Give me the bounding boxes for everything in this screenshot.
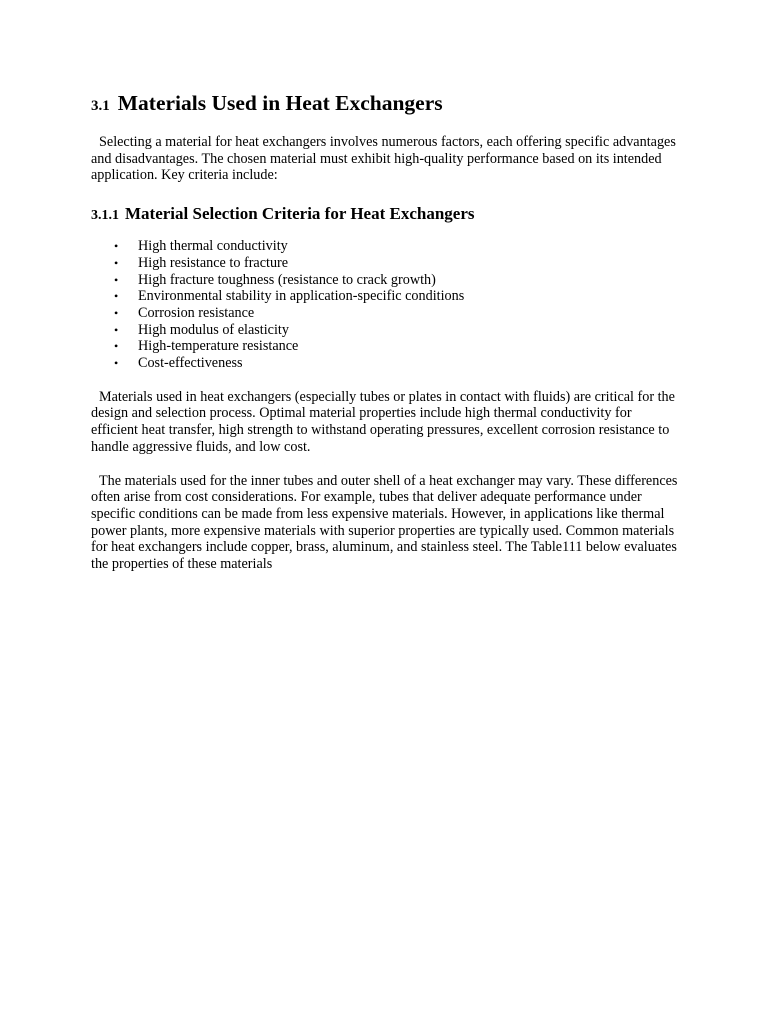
list-item bbox=[91, 322, 681, 339]
bullet-icon: • bbox=[114, 322, 119, 337]
list-item-text: Corrosion resistance bbox=[138, 304, 255, 321]
list-item bbox=[91, 305, 681, 322]
bullet-icon: • bbox=[114, 289, 119, 304]
list-item bbox=[91, 288, 681, 305]
section-title: Materials Used in Heat Exchangers bbox=[117, 91, 443, 115]
section-number: 3.1 bbox=[91, 98, 110, 114]
list-item-text: High fracture toughness (resistance to crack growth) bbox=[138, 271, 436, 288]
list-item bbox=[91, 255, 681, 272]
intro-paragraph: Selecting a material for heat exchangers involves numerous factors, each offering specific advantages and disadvantages. The chosen material must exhibit high-quality performance based on its intended application. Key criteria include: bbox=[91, 134, 676, 184]
list-item bbox=[91, 338, 681, 355]
bullet-icon: • bbox=[114, 272, 119, 287]
subsection-heading bbox=[91, 201, 681, 227]
tubes-shell-paragraph: The materials used for the inner tubes and outer shell of a heat exchanger may vary. These differences often arise from cost considerations. For example, tubes that deliver adequate performance under specific conditions can be made from less expensive materials. However, in applications like thermal power plants, more expensive materials with superior properties are typically used. Common materials for heat exchangers include copper, brass, aluminum, and stainless steel. The Table111 below evaluates the properties of these materials bbox=[91, 472, 678, 573]
criteria-list bbox=[91, 238, 681, 372]
document-page bbox=[91, 84, 681, 573]
list-item-text: Cost-effectiveness bbox=[138, 355, 243, 372]
bullet-icon: • bbox=[114, 239, 119, 254]
list-item-text: High resistance to fracture bbox=[138, 254, 289, 271]
list-item bbox=[91, 238, 681, 255]
bullet-icon: • bbox=[114, 339, 119, 354]
list-item-text: High-temperature resistance bbox=[138, 338, 299, 355]
bullet-icon: • bbox=[114, 305, 119, 320]
section-heading bbox=[91, 84, 681, 121]
list-item-text: High thermal conductivity bbox=[138, 238, 288, 255]
materials-paragraph: Materials used in heat exchangers (especially tubes or plates in contact with fluids) are critical for the design and selection process. Optimal material properties include high thermal conductivity for efficient heat transfer, high strength to withstand operating pressures, excellent corrosion resistance to handle aggressive fluids, and low cost. bbox=[91, 388, 675, 455]
subsection-title: Material Selection Criteria for Heat Exchangers bbox=[125, 204, 475, 224]
list-item bbox=[91, 355, 681, 372]
list-item-text: High modulus of elasticity bbox=[138, 321, 289, 338]
list-item-text: Environmental stability in application-specific conditions bbox=[138, 288, 465, 305]
bullet-icon: • bbox=[114, 356, 119, 371]
bullet-icon: • bbox=[114, 255, 119, 270]
list-item bbox=[91, 272, 681, 289]
subsection-number: 3.1.1 bbox=[91, 208, 119, 224]
